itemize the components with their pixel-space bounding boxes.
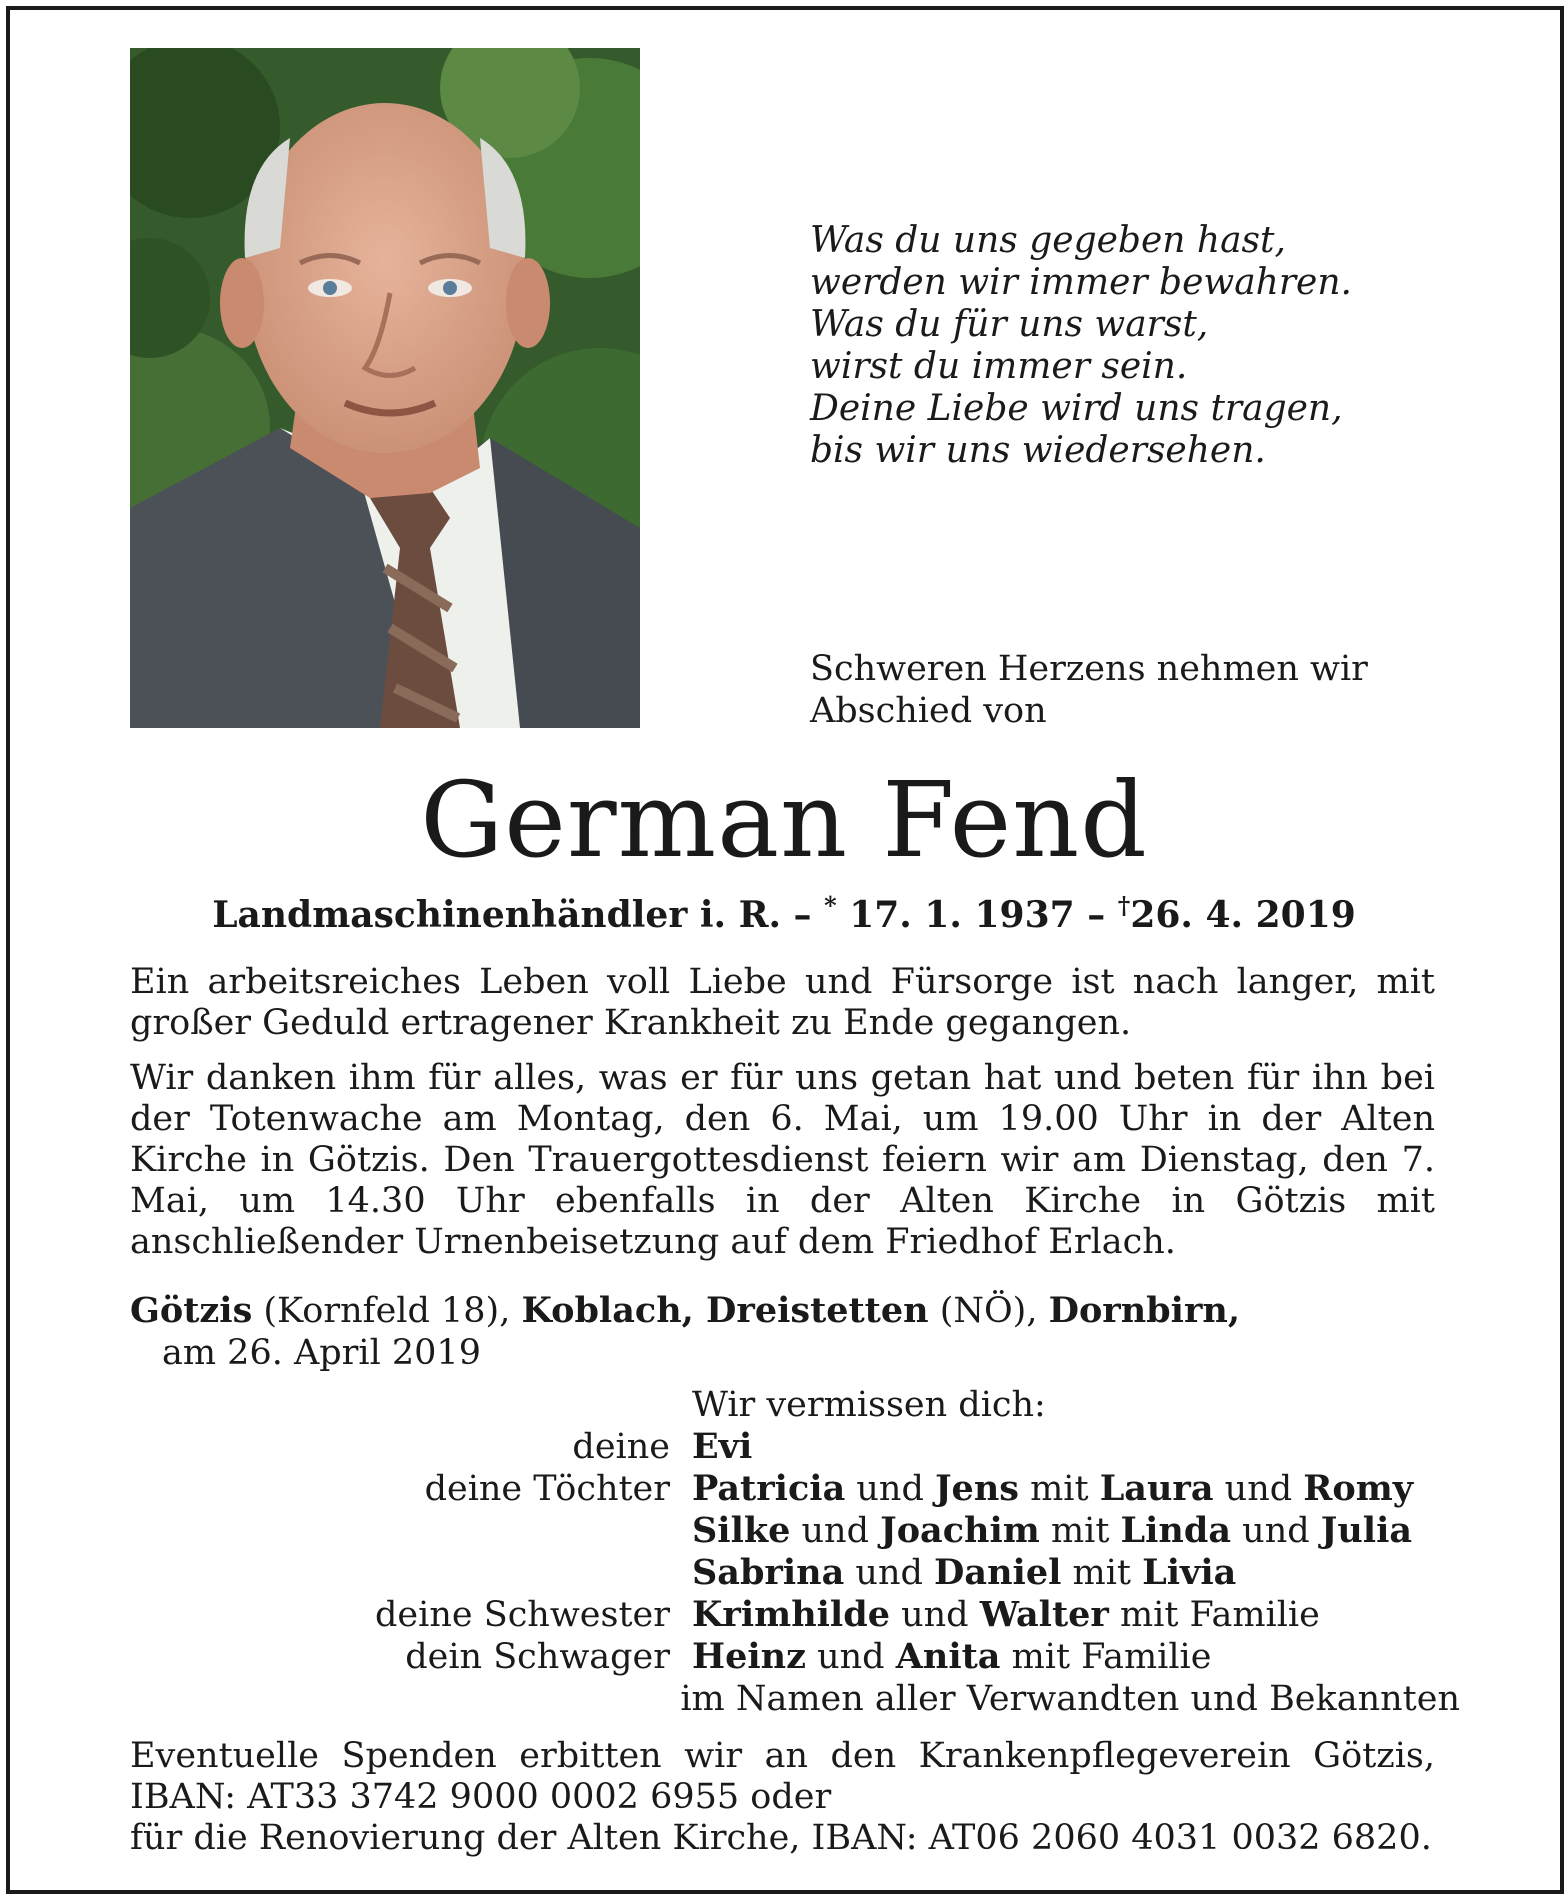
family-member-name: Sabrina bbox=[692, 1552, 845, 1593]
intro-line: Schweren Herzens nehmen wir bbox=[810, 649, 1368, 689]
family-relation bbox=[130, 1552, 692, 1594]
paragraph-life: Ein arbeitsreiches Leben voll Liebe und Fürsorge ist nach langer, mit großer Geduld ertragener Krankheit zu Ende gegangen. bbox=[130, 962, 1435, 1043]
places-line bbox=[130, 1290, 1240, 1332]
family-member-name: Silke bbox=[692, 1510, 791, 1551]
family-row bbox=[130, 1510, 1460, 1552]
family-row bbox=[130, 1552, 1460, 1594]
donations-iban-2: für die Renovierung der Alten Kirche, IBAN: AT06 2060 4031 0032 6820. bbox=[130, 1818, 1432, 1858]
family-member-name: Laura bbox=[1099, 1468, 1214, 1509]
profession-and-dates bbox=[0, 884, 1568, 937]
family-connector: und bbox=[1213, 1469, 1304, 1509]
notice-date: am 26. April 2019 bbox=[162, 1333, 481, 1373]
donations-iban-1: IBAN: AT33 3742 9000 0002 6955 oder bbox=[130, 1777, 832, 1817]
family-member-name: Julia bbox=[1320, 1510, 1413, 1551]
family-member-name: Walter bbox=[979, 1594, 1109, 1635]
poem-line: Was du uns gegeben hast, bbox=[810, 220, 1286, 261]
family-member-name: Linda bbox=[1120, 1510, 1232, 1551]
birth-symbol: * bbox=[824, 891, 837, 920]
family-row bbox=[130, 1678, 1460, 1720]
family-names bbox=[692, 1468, 1413, 1510]
family-connector: mit Familie bbox=[1108, 1595, 1320, 1635]
family-relation bbox=[130, 1510, 692, 1552]
family-row bbox=[130, 1426, 1460, 1468]
family-member-name: Romy bbox=[1303, 1468, 1414, 1509]
family-member-name: Evi bbox=[692, 1426, 753, 1467]
family-connector: und bbox=[844, 1553, 935, 1593]
portrait-photo bbox=[130, 48, 640, 728]
family-member-name: Anita bbox=[895, 1636, 1001, 1677]
place: Dornbirn, bbox=[1048, 1290, 1241, 1331]
family-heading-row bbox=[130, 1384, 1460, 1426]
donations-note bbox=[130, 1736, 1435, 1859]
family-member-name: Jens bbox=[935, 1468, 1019, 1509]
poem-line: wirst du immer sein. bbox=[810, 346, 1188, 387]
family-connector: mit Familie bbox=[1000, 1637, 1212, 1677]
family-member-name: Krimhilde bbox=[692, 1594, 890, 1635]
family-names bbox=[692, 1426, 752, 1468]
family-member-name: Daniel bbox=[934, 1552, 1062, 1593]
family-relation bbox=[130, 1678, 680, 1720]
paragraph-services: Wir danken ihm für alles, was er für uns getan hat und beten für ihn bei der Totenwache am Montag, den 6. Mai, um 19.00 Uhr in der Alten Kirche in Götzis. Den Trauergottesdienst feiern wir am Dienstag, den 7. Mai, um 14.30 Uhr ebenfalls in der Alten Kirche in Götzis mit anschließender Urnenbeisetzung auf dem Friedhof Erlach. bbox=[130, 1058, 1435, 1262]
place-note: (Kornfeld 18), bbox=[252, 1291, 522, 1331]
dash: – bbox=[1074, 894, 1118, 936]
family-row bbox=[130, 1468, 1460, 1510]
family-connector: und bbox=[845, 1469, 935, 1509]
family-relation: deine Schwester bbox=[375, 1595, 670, 1635]
family-connector: mit bbox=[1061, 1553, 1143, 1593]
family-member-name: Heinz bbox=[692, 1636, 806, 1677]
place: Götzis bbox=[130, 1290, 253, 1331]
family-list bbox=[130, 1384, 1460, 1720]
family-names bbox=[692, 1510, 1412, 1552]
death-symbol: † bbox=[1117, 891, 1131, 920]
family-relation: dein Schwager bbox=[405, 1637, 670, 1677]
family-connector: mit bbox=[1039, 1511, 1121, 1551]
family-relation: deine bbox=[572, 1427, 670, 1467]
family-connector: im Namen aller Verwandten und Bekannten bbox=[680, 1679, 1460, 1719]
intro-line: Abschied von bbox=[810, 691, 1047, 731]
place: Koblach, Dreistetten bbox=[521, 1290, 929, 1331]
donations-line: Eventuelle Spenden erbitten wir an den Krankenpflegeverein Götzis, bbox=[130, 1736, 1435, 1776]
poem-line: werden wir immer bewahren. bbox=[810, 262, 1352, 303]
dash: – bbox=[781, 894, 825, 936]
death-date: 26. 4. 2019 bbox=[1130, 894, 1356, 936]
family-names bbox=[692, 1552, 1236, 1594]
family-connector: und bbox=[889, 1595, 980, 1635]
farewell-intro bbox=[810, 648, 1368, 732]
poem-line: Deine Liebe wird uns tragen, bbox=[810, 388, 1343, 429]
family-member-name: Joachim bbox=[880, 1510, 1040, 1551]
poem-line: Was du für uns warst, bbox=[810, 304, 1209, 345]
profession: Landmaschinenhändler i. R. bbox=[212, 894, 782, 936]
poem-line: bis wir uns wiedersehen. bbox=[810, 430, 1266, 471]
family-relation: deine Töchter bbox=[424, 1469, 670, 1509]
family-member-name: Patricia bbox=[692, 1468, 846, 1509]
family-connector: und bbox=[790, 1511, 881, 1551]
family-connector: mit bbox=[1018, 1469, 1100, 1509]
poem bbox=[810, 220, 1352, 472]
family-member-name: Livia bbox=[1142, 1552, 1237, 1593]
family-names bbox=[692, 1594, 1320, 1636]
family-row bbox=[130, 1636, 1460, 1678]
family-heading: Wir vermissen dich: bbox=[692, 1385, 1046, 1425]
family-names bbox=[692, 1636, 1211, 1678]
place-note: (NÖ), bbox=[928, 1291, 1049, 1331]
family-row bbox=[130, 1594, 1460, 1636]
family-names bbox=[680, 1678, 1460, 1720]
deceased-name: German Fend bbox=[420, 759, 1148, 881]
family-connector: und bbox=[805, 1637, 896, 1677]
family-connector: und bbox=[1231, 1511, 1321, 1551]
birth-date: 17. 1. 1937 bbox=[836, 894, 1075, 936]
